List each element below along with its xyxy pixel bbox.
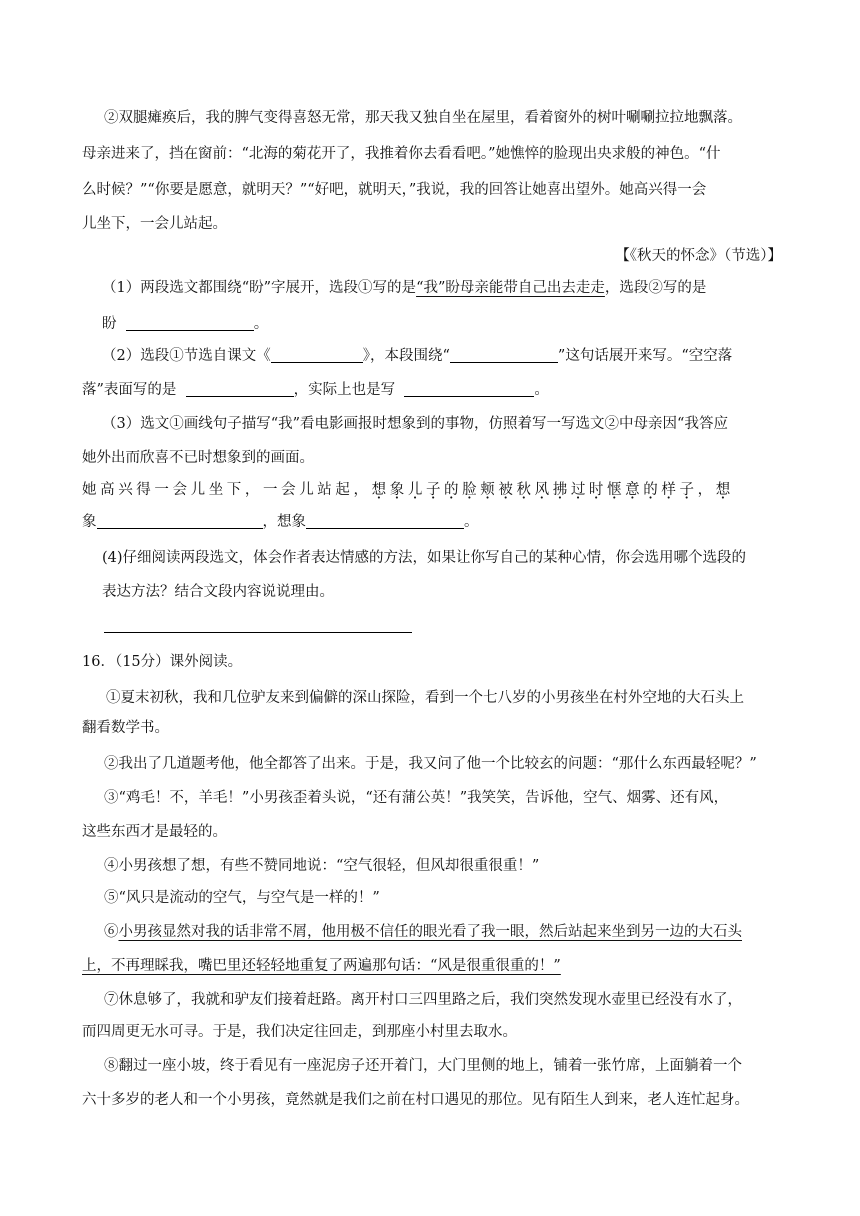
q2-text-b: 》，本段围绕“: [362, 348, 450, 364]
q2-surface-blank[interactable]: [186, 382, 294, 397]
q16-para1-line2: 翻看数学书。: [82, 720, 169, 736]
q16-para6-underlined-2: 上，不再理睬我，嘴巴里还轻轻地重复了两遍那句话：“风是很重很重的！”: [82, 958, 561, 974]
q2-text-a: （2）选段①节选自课文《: [102, 348, 271, 364]
passage2-line4: 儿坐下，一会儿站起。: [82, 216, 227, 232]
question-2-line2: [82, 380, 782, 400]
q16-para1-line1: ①夏末初秋，我和几位驴友来到偏僻的深山探险，看到一个七八岁的小男孩坐在村外空地的大石头上: [106, 690, 744, 706]
q4-answer-line[interactable]: [104, 632, 412, 633]
q16-para6-number: ⑥: [104, 924, 119, 940]
q1-prompt-cont: ，选段②写的是: [604, 280, 707, 296]
q3-blank-1[interactable]: [97, 514, 263, 529]
q16-para7-line2: 而四周更无水可寻。于是，我们决定往回走，到那座小村里去取水。: [82, 1024, 517, 1040]
question-4-line1: (4)仔细阅读两段选文，体会作者表达情感的方法，如果让你写自己的某种心情，你会选用哪个选段的: [102, 550, 747, 566]
passage2-line3: 么时候？”“你要是愿意，就明天？”“好吧，就明天，”我说，我的回答让她喜出望外。她高兴得一会: [82, 182, 707, 198]
q16-para4: ④小男孩想了想，有些不赞同地说：“空气很轻，但风却很重很重！”: [104, 858, 540, 874]
q1-example-answer: “我”盼母亲能带自己出去走走: [416, 280, 605, 296]
q2-text-e: ，实际上也是写: [293, 382, 396, 398]
q2-title-blank[interactable]: [271, 348, 363, 363]
q2-text-f: 。: [534, 382, 549, 398]
q16-para3-line1: ③“鸡毛！不，羊毛！”小男孩歪着头说，“还有蒲公英！”我笑笑，告诉他，空气、烟雾、还有风，: [104, 790, 729, 806]
q1-prompt: （1）两段选文都围绕“盼”字展开，选段①写的是: [102, 280, 417, 296]
q1-end: 。: [253, 316, 269, 332]
q3-dotted-text: 想象儿子的脸颊被秋风拂过时惬意的样子，想: [371, 482, 734, 498]
q16-para6-line2: [82, 956, 782, 976]
q16-para8-line2: 六十多岁的老人和一个小男孩，竟然就是我们之前在村口遇见的那位。见有陌生人到来，老人连忙起身。: [82, 1092, 749, 1108]
q16-para3-line2: 这些东西才是最轻的。: [82, 824, 227, 840]
q3-blank-2[interactable]: [306, 514, 464, 529]
q2-actual-blank[interactable]: [404, 382, 534, 397]
question-3-line2: 她外出而欣喜不已时想象到的画面。: [82, 450, 314, 466]
q16-para5: ⑤“风只是流动的空气，与空气是一样的！”: [104, 890, 380, 906]
question-3-line4: [82, 512, 782, 532]
q2-sentence-blank[interactable]: [450, 348, 558, 363]
question-1-line1: [102, 278, 802, 298]
q1-answer-blank[interactable]: [126, 316, 254, 331]
q16-para6-line1: [104, 922, 804, 942]
q16-para7-line1: ⑦休息够了，我就和驴友们接着赶路。离开村口三四里路之后，我们突然发现水壶里已经没有水了，: [104, 992, 742, 1008]
q2-text-d: 落”表面写的是: [82, 382, 177, 398]
passage-source: 【《秋天的怀念》（节选）】: [615, 248, 782, 264]
q2-text-c: ”这句话展开来写。“空空落: [557, 348, 733, 364]
question-16-heading: 16．（15分）课外阅读。: [82, 654, 243, 670]
q3-text-c: 。: [464, 514, 479, 530]
question-3-line1: （3）选文①画线句子描写“我”看电影画报时想象到的事物，仿照着写一写选文②中母亲因“我答应: [102, 416, 728, 432]
q3-example-pre: 她高兴得一会儿坐下，一会儿站起，: [82, 482, 372, 498]
q16-para2: ②我出了几道题考他，他全都答了出来。于是，我又问了他一个比较玄的问题：“那什么东西最轻呢？”: [104, 756, 757, 772]
question-4-line2: 表达方法？结合文段内容说说理由。: [102, 584, 334, 600]
question-2-line1: [102, 346, 802, 366]
q3-text-b: ，想象: [262, 514, 306, 530]
q3-text-a: 象: [82, 514, 97, 530]
q1-pan-label: 盼: [102, 316, 117, 332]
q16-para6-underlined-1: 小男孩显然对我的话非常不屑，他用极不信任的眼光看了我一眼，然后站起来坐到另一边的大石头: [118, 924, 742, 940]
question-3-example: [82, 480, 782, 500]
question-1-line2: [102, 314, 802, 334]
passage2-line1: ②双腿瘫痪后，我的脾气变得喜怒无常，那天我又独自坐在屋里，看着窗外的树叶唰唰拉拉地飘落。: [104, 110, 742, 126]
passage2-line2: 母亲进来了，挡在窗前：“北海的菊花开了，我推着你去看看吧。”她憔悴的脸现出央求般的神色。“什: [82, 146, 721, 162]
q16-para8-line1: ⑧翻过一座小坡，终于看见有一座泥房子还开着门，大门里侧的地上，铺着一张竹席，上面躺着一个: [104, 1058, 742, 1074]
